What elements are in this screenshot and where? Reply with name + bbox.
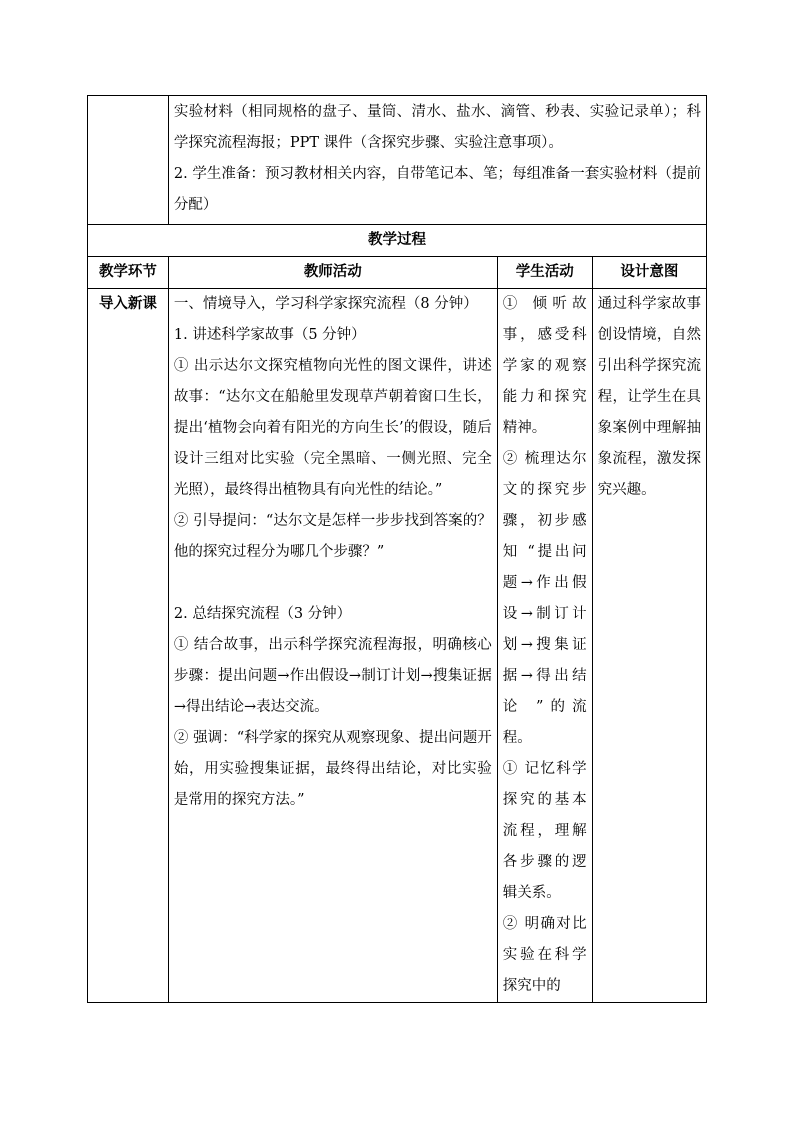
materials-cell (168, 96, 706, 225)
phase-cell: 导入新课 (88, 289, 169, 1003)
teacher-activity-cell (168, 289, 497, 1003)
student-s3: ① 记忆科学探究的基本流程，理解各步骤的逻辑关系。 (502, 761, 587, 901)
teacher-sub2: 2. 总结探究流程（3 分钟） (173, 606, 352, 622)
teacher-p4: ② 强调：“科学家的探究从观察现象、提出问题开始，用实验搜集证据，最终得出结论，对比实验是常用的探究方法。” (173, 730, 492, 808)
teacher-p1: ① 出示达尔文探究植物向光性的图文课件，讲述故事：“达尔文在船舱里发现草芦朝着窗口生长，提出‘植物会向着有阳光的方向生长’的假设，随后设计三组对比实验（完全黑暗、一侧光照、完全光照），最终得出植物具有向光性的结论。” (173, 358, 492, 498)
section-title: 教学过程 (88, 225, 707, 257)
intent-text: 通过科学家故事创设情境，自然引出科学探究流程，让学生在具象案例中理解抽象流程，激发探究兴趣。 (597, 296, 701, 498)
student-prep-text: 2. 学生准备：预习教材相关内容，自带笔记本、笔；每组准备一套实验材料（提前分配） (173, 166, 701, 213)
header-row (88, 257, 707, 289)
spacer (174, 568, 492, 599)
materials-row (88, 96, 707, 225)
teacher-p2: ② 引导提问：“达尔文是怎样一步步找到答案的？他的探究过程分为哪几个步骤？” (173, 513, 492, 560)
section-row (88, 225, 707, 257)
table-row (88, 289, 707, 1003)
header-teacher: 教师活动 (168, 257, 497, 289)
teacher-sub1: 1. 讲述科学家故事（5 分钟） (173, 327, 366, 343)
materials-blank-cell (88, 96, 169, 225)
teacher-heading: 一、情境导入，学习科学家探究流程（8 分钟） (173, 296, 478, 312)
student-s2: ② 梳理达尔文的探究步骤，初步感知 “提出问题→作出假设→制订计划→搜集证据→得出结论 ”的流程。 (502, 451, 587, 746)
student-s4: ② 明确对比实验在科学探究中的 (502, 916, 587, 994)
header-phase: 教学环节 (88, 257, 169, 289)
student-activity-cell (497, 289, 592, 1003)
teacher-p3: ① 结合故事，出示科学探究流程海报，明确核心步骤：提出问题→作出假设→制订计划→搜集证据→得出结论→表达交流。 (173, 637, 492, 715)
lesson-plan-table (87, 95, 707, 1003)
header-intent: 设计意图 (592, 257, 706, 289)
header-student: 学生活动 (497, 257, 592, 289)
materials-text: 实验材料（相同规格的盘子、量筒、清水、盐水、滴管、秒表、实验记录单）；科学探究流程海报；PPT 课件（含探究步骤、实验注意事项）。 (173, 104, 701, 151)
student-s1: ① 倾听故事，感受科学家的观察能力和探究精神。 (502, 296, 587, 436)
design-intent-cell (592, 289, 706, 1003)
